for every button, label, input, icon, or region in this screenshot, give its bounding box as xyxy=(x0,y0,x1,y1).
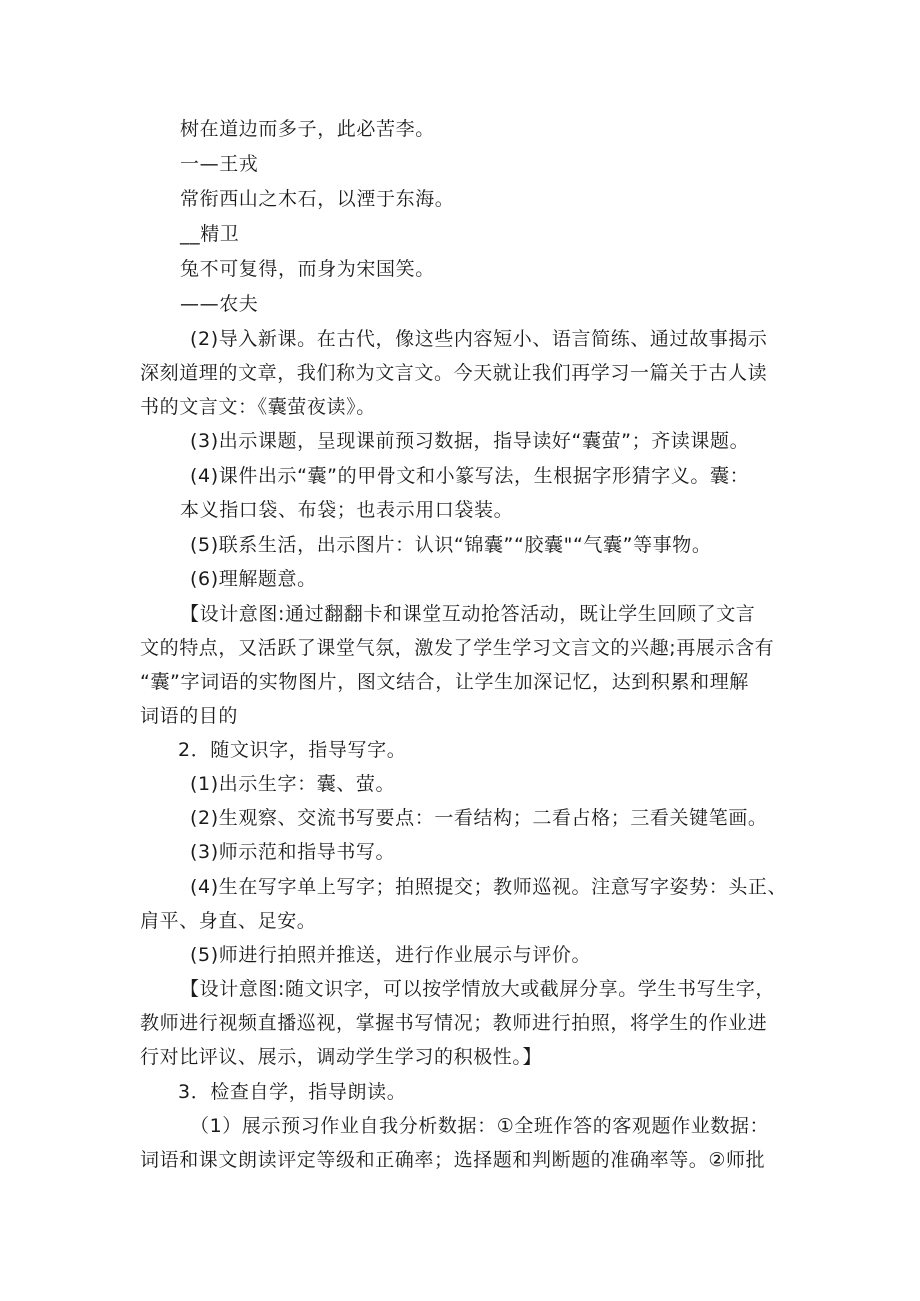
paragraph-check-1-line-2: 词语和课文朗读评定等级和正确率；选择题和判断题的准确率等。②师批 xyxy=(140,1149,766,1171)
paragraph-write-4-line-1: (4)生在写字单上写字；拍照提交；教师巡视。注意写字姿势：头正、 xyxy=(190,876,788,898)
paragraph-step-2-line-2: 深刻道理的文章，我们称为文言文。今天就让我们再学习一篇关于古人读 xyxy=(140,362,768,384)
design-intent-1-line-4: 词语的目的 xyxy=(140,705,239,727)
attribution-wang-rong: 一—王戎 xyxy=(180,153,259,175)
quote-line-farmer: 兔不可复得，而身为宋国笑。 xyxy=(180,258,435,280)
paragraph-write-5: (5)师进行拍照并推送，进行作业展示与评价。 xyxy=(190,944,592,966)
paragraph-check-1-line-1: （1）展示预习作业自我分析数据：①全班作答的客观题作业数据： xyxy=(190,1115,770,1137)
design-intent-1-line-1: 【设计意图:通过翻翻卡和课堂互动抢答活动，既让学生回顾了文言 xyxy=(180,603,756,625)
paragraph-step-2-line-3: 书的文言文：《囊萤夜读》。 xyxy=(140,396,376,418)
section-heading-3: 3．检查自学，指导朗读。 xyxy=(178,1081,407,1103)
paragraph-write-3: (3)师示范和指导书写。 xyxy=(190,841,396,863)
paragraph-step-2-line-1: (2)导入新课。在古代，像这些内容短小、语言简练、通过故事揭示 xyxy=(190,328,768,350)
design-intent-1-line-2: 文的特点，又活跃了课堂气氛，激发了学生学习文言文的兴趣;再展示含有 xyxy=(140,637,775,659)
paragraph-write-2: (2)生观察、交流书写要点：一看结构；二看占格；三看关键笔画。 xyxy=(190,807,768,829)
paragraph-step-6: (6)理解题意。 xyxy=(190,568,317,590)
paragraph-write-4-line-2: 肩平、身直、足安。 xyxy=(140,910,317,932)
quote-line-wang-rong: 树在道边而多子，此必苦李。 xyxy=(180,118,435,140)
attribution-farmer: ——农夫 xyxy=(180,293,259,315)
paragraph-step-4-line-2: 本义指口袋、布袋；也表示用口袋装。 xyxy=(180,499,514,521)
paragraph-step-5: (5)联系生活，出示图片：认识“锦囊”“胶囊"“气囊”等事物。 xyxy=(190,534,712,556)
paragraph-step-4-line-1: (4)课件出示“囊”的甲骨文和小篆写法，生根据字形猜字义。囊： xyxy=(190,465,750,487)
paragraph-write-1: (1)出示生字：囊、萤。 xyxy=(190,773,396,795)
attribution-jing-wei: __精卫 xyxy=(180,223,240,245)
design-intent-2-line-2: 教师进行视频直播巡视，掌握书写情况；教师进行拍照，将学生的作业进 xyxy=(140,1012,768,1034)
section-heading-2: 2．随文识字，指导写字。 xyxy=(178,739,407,761)
quote-line-jing-wei: 常衔西山之木石，以湮于东海。 xyxy=(180,188,455,210)
design-intent-2-line-3: 行对比评议、展示，调动学生学习的积极性。】 xyxy=(140,1046,543,1068)
design-intent-2-line-1: 【设计意图:随文识字，可以按学情放大或截屏分享。学生书写生字， xyxy=(180,978,776,1000)
paragraph-step-3: (3)出示课题，呈现课前预习数据，指导读好“囊萤”；齐读课题。 xyxy=(190,430,750,452)
design-intent-1-line-3: “囊”字词语的实物图片，图文结合，让学生加深记忆，达到积累和理解 xyxy=(140,671,749,693)
